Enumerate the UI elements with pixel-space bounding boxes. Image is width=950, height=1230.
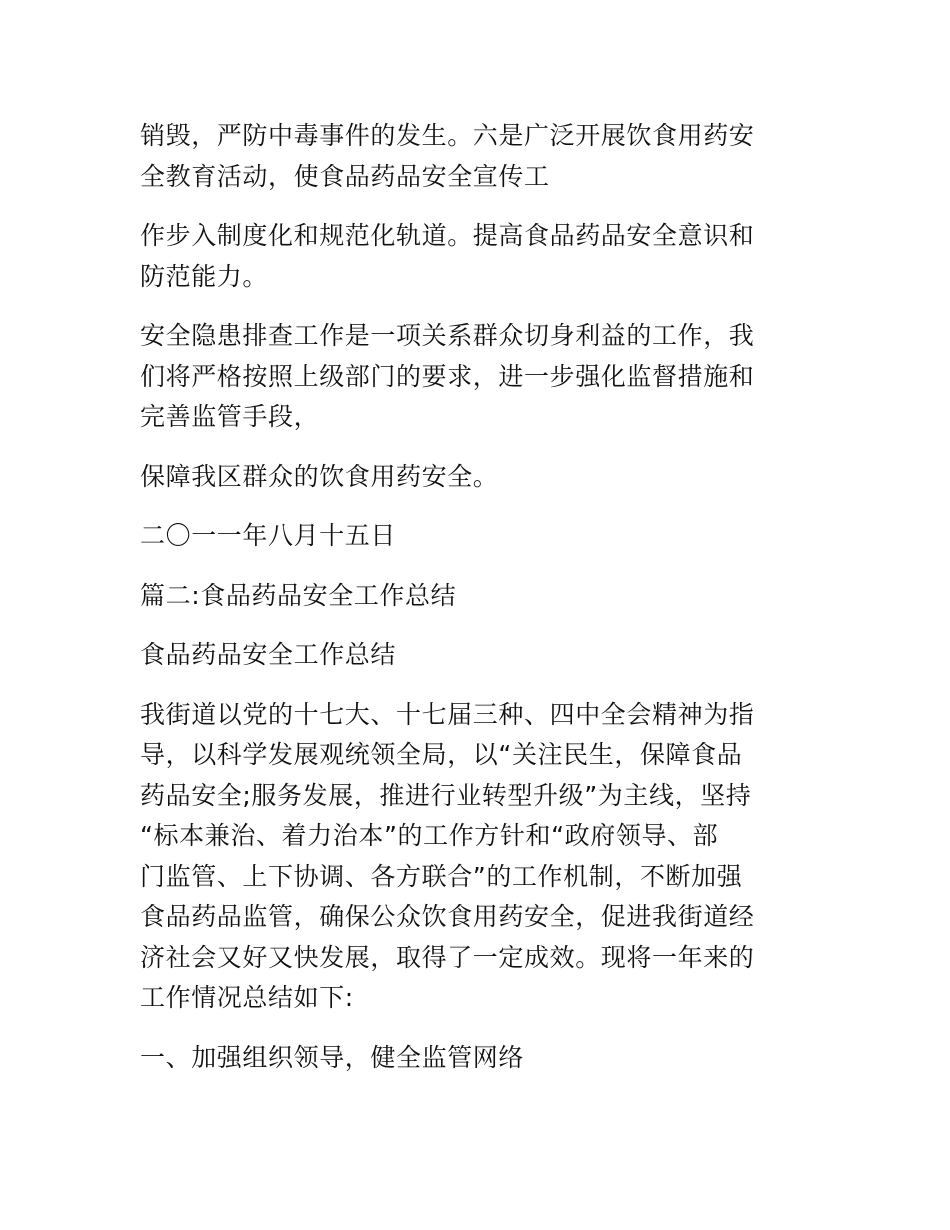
text-line: 安全隐患排查工作是一项关系群众切身利益的工作，我 bbox=[140, 321, 755, 350]
text-line: 全教育活动，使食品药品安全宣传工 bbox=[140, 161, 550, 191]
text-line: 食品药品监管，确保公众饮食用药安全，促进我街道经 bbox=[140, 902, 755, 931]
text-line: 篇二:食品药品安全工作总结 bbox=[140, 580, 457, 610]
document-title bbox=[140, 635, 805, 676]
text-line: 门监管、上下协调、各方联合”的工作机制，不断加强 bbox=[140, 861, 743, 891]
text-line: 一、加强组织领导，健全监管网络 bbox=[140, 1042, 525, 1072]
text-line: 防范能力。 bbox=[140, 261, 269, 291]
subsection-heading bbox=[140, 1038, 805, 1079]
text-line: 销毁，严防中毒事件的发生。六是广泛开展饮食用药安 bbox=[140, 121, 755, 150]
text-line: 工作情况总结如下: bbox=[140, 983, 354, 1012]
paragraph-3 bbox=[140, 316, 805, 438]
document-body bbox=[140, 116, 805, 1078]
text-line: 保障我区群众的饮食用药安全。 bbox=[140, 461, 499, 491]
paragraph-4 bbox=[140, 457, 805, 498]
text-line: 导，以科学发展观统领全局，以“关注民生，保障食品 bbox=[140, 740, 743, 769]
text-line: 二〇一一年八月十五日 bbox=[140, 521, 397, 550]
date-line bbox=[140, 516, 805, 557]
text-line: 食品药品安全工作总结 bbox=[140, 640, 397, 669]
text-line: “标本兼治、着力治本”的工作方针和“政府领导、部 bbox=[140, 821, 719, 850]
text-line: 药品安全;服务发展，推进行业转型升级”为主线，坚持 bbox=[140, 780, 752, 810]
paragraph-2 bbox=[140, 216, 805, 297]
paragraph-1 bbox=[140, 116, 805, 197]
text-line: 们将严格按照上级部门的要求，进一步强化监督措施和 bbox=[140, 361, 755, 391]
intro-paragraph bbox=[140, 695, 805, 1019]
text-line: 完善监管手段， bbox=[140, 402, 320, 431]
text-line: 作步入制度化和规范化轨道。提高食品药品安全意识和 bbox=[140, 221, 755, 250]
text-line: 济社会又好又快发展，取得了一定成效。现将一年来的 bbox=[140, 942, 755, 972]
text-line: 我街道以党的十七大、十七届三种、四中全会精神为指 bbox=[140, 699, 755, 729]
section-heading bbox=[140, 576, 805, 617]
